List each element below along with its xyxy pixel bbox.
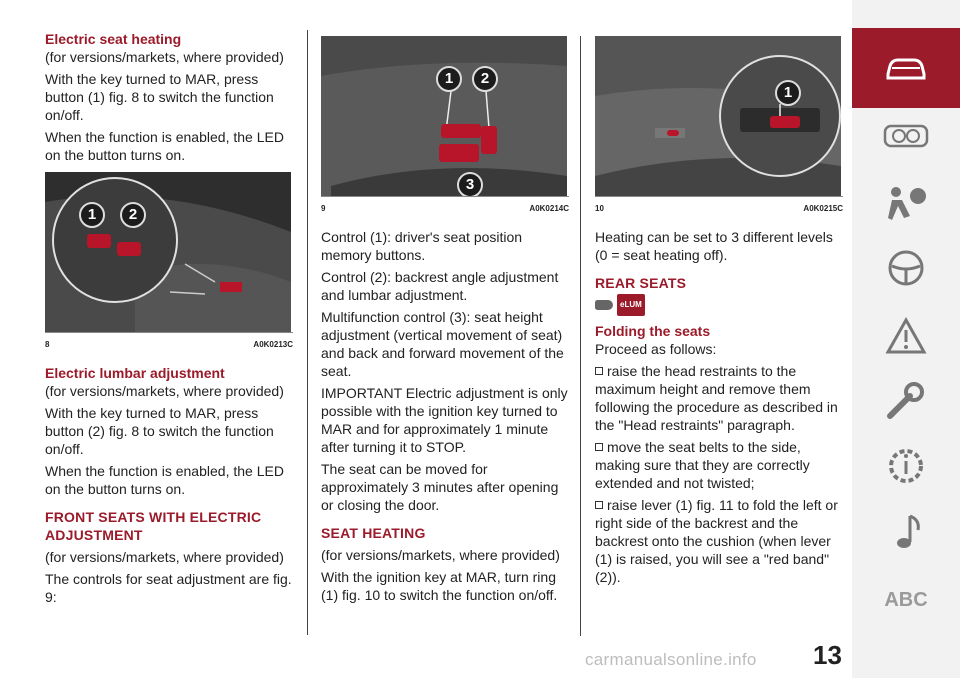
column-1 (45, 30, 293, 610)
airbag-icon (884, 184, 928, 224)
heading-folding-seats: Folding the seats (595, 323, 711, 339)
column-2 (321, 36, 569, 608)
column-divider (580, 36, 581, 636)
paragraph: When the function is enabled, the LED on the button turns on. (45, 463, 284, 497)
paragraph: Control (2): backrest angle adjustment and lumbar adjustment. (321, 269, 559, 303)
paragraph: With the key turned to MAR, press button (2) fig. 8 to switch the function on/off. (45, 405, 274, 457)
car-icon (884, 54, 928, 82)
figure-10-caption (595, 196, 843, 218)
paragraph: With the ignition key at MAR, turn ring (1) fig. 10 to switch the function on/off. (321, 569, 558, 603)
paragraph: The controls for seat adjustment are fig. 9: (45, 571, 292, 605)
figure-number: 9 (321, 204, 326, 213)
abc-index-label: ABC (884, 588, 928, 611)
backrest-control-graphic (481, 126, 497, 154)
music-note-icon (886, 510, 926, 554)
paragraph: When the function is enabled, the LED on the button turns on. (45, 129, 284, 163)
heating-ring-small-graphic (667, 130, 679, 136)
heading-seat-heating: SEAT HEATING (321, 525, 426, 541)
memory-buttons-graphic (441, 124, 481, 138)
page-number: 13 (813, 640, 842, 670)
dashboard-icon (883, 122, 929, 150)
callout-1: 1 (436, 66, 462, 92)
callout-1: 1 (775, 80, 801, 106)
chapter-sidebar (852, 0, 960, 678)
paragraph: (for versions/markets, where provided) (321, 547, 560, 563)
figure-8-caption (45, 332, 293, 354)
paragraph: (for versions/markets, where provided) (45, 383, 284, 399)
elum-badge: eLUM (617, 294, 645, 316)
paragraph: The seat can be moved for approximately 3 minutes after opening or closing the door. (321, 461, 559, 513)
paragraph: Multifunction control (3): seat height adjustment (vertical movement of seat) and back and forward movement of the seat. (321, 309, 564, 379)
figure-9-image (321, 36, 567, 196)
paragraph: With the key turned to MAR, press button (1) fig. 8 to switch the function on/off. (45, 71, 274, 123)
paragraph: (for versions/markets, where provided) (45, 49, 284, 65)
bullet-item (595, 496, 843, 586)
figure-10-image (595, 36, 841, 196)
callout-3: 3 (457, 172, 483, 196)
bullet-text: raise lever (1) fig. 11 to fold the left or right side of the backrest and the backrest onto the cushion (when lever (1) is raised, you will see a "red band" (2)). (595, 497, 838, 585)
figure-number: 10 (595, 204, 604, 213)
bullet-item (595, 362, 843, 434)
heading-electric-lumbar: Electric lumbar adjustment (45, 365, 225, 381)
column-divider (307, 30, 308, 635)
bullet-text: move the seat belts to the side, making sure that they are correctly extended and not twisted; (595, 439, 810, 491)
bullet-item (595, 438, 843, 492)
checkbox-bullet-icon (595, 443, 603, 451)
figure-code: A0K0215C (803, 204, 843, 213)
paragraph: Proceed as follows: (595, 341, 717, 357)
column-3 (595, 36, 843, 590)
paragraph: Heating can be set to 3 different levels (0 = seat heating off). (595, 229, 833, 263)
paragraph: IMPORTANT Electric adjustment is only possible with the ignition key turned to MAR and for approximately 1 minute after turning it to STOP. (321, 385, 568, 455)
watermark: carmanualsonline.info (585, 650, 757, 669)
heating-ring-graphic (770, 116, 800, 128)
multifunction-control-graphic (439, 144, 479, 162)
version-badge-row (595, 294, 843, 316)
figure-9-caption (321, 196, 569, 218)
bullet-text: raise the head restraints to the maximum height and remove them following the procedure as described in the "Head restraints" paragraph. (595, 363, 838, 433)
heading-front-seats: FRONT SEATS WITH ELECTRIC ADJUSTMENT (45, 509, 262, 543)
callout-1: 1 (79, 202, 105, 228)
checkbox-bullet-icon (595, 501, 603, 509)
hand-pointer-icon (595, 300, 613, 310)
figure-8-image (45, 172, 291, 332)
sidebar-item-index[interactable] (852, 560, 960, 640)
figure-code: A0K0213C (253, 340, 293, 349)
callout-2: 2 (472, 66, 498, 92)
steering-wheel-icon (886, 248, 926, 288)
wrench-icon (884, 378, 928, 422)
figure-code: A0K0214C (529, 204, 569, 213)
callout-2: 2 (120, 202, 146, 228)
figure-number: 8 (45, 340, 50, 349)
gear-info-icon (884, 444, 928, 488)
checkbox-bullet-icon (595, 367, 603, 375)
warning-icon (884, 316, 928, 356)
button-2-graphic (117, 242, 141, 256)
heading-electric-seat-heating: Electric seat heating (45, 31, 182, 47)
heading-rear-seats: REAR SEATS (595, 275, 687, 291)
paragraph: Control (1): driver's seat position memory buttons. (321, 229, 523, 263)
button-1-graphic (87, 234, 111, 248)
paragraph: (for versions/markets, where provided) (45, 549, 284, 565)
